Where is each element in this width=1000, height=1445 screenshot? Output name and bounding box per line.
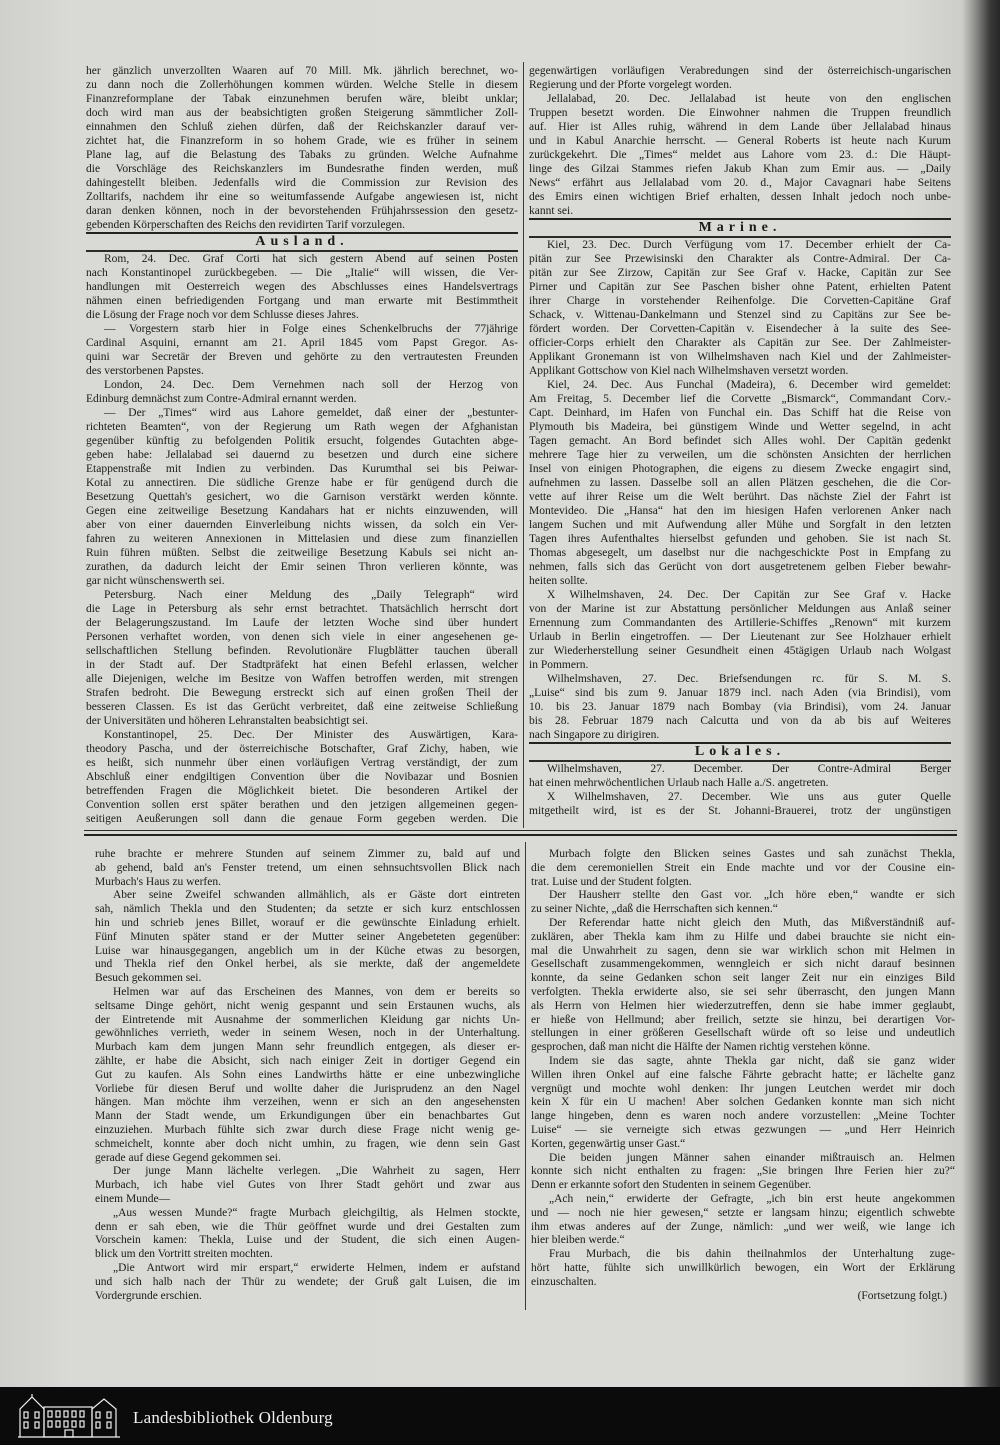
text-line: nach Singapore zu dirigiren. [529,729,660,741]
paragraph [95,1262,520,1303]
text-line: Besuch gekommen sei. [95,972,202,985]
paragraph [86,728,518,826]
text-line: Regierung und der Pforte vorgelegt worden. [529,79,732,91]
paragraph [529,762,951,790]
ausland-section-continued [529,64,951,218]
text-line: einzuschalten. [531,1275,597,1288]
text-line: gesprochen, daß man nicht die Hälfte der Namen richtig verstehen könne. [531,1041,871,1054]
feuilleton-left-column [95,848,520,1303]
text-line: alle Diejenigen, welche im Besitze von Waffen betroffen werden, mit strengen [86,673,518,685]
paragraph [95,848,520,889]
text-line: ruhe brachte er mehrere Stunden auf seinem Zimmer zu, bald auf und [95,848,520,860]
text-line: die dem ceremoniellen Streit ein Ende machte und vor der Cousine ein- [531,861,955,874]
paragraph [531,1193,955,1248]
feuilleton-right-column [531,848,955,1303]
text-line: dahingestellt bleiben. Jedenfalls wird die Commission zur Revision des [86,177,518,189]
text-line: mehrere Tage hier zu verweilen, um die schönsten Ansichten der herrlichen [529,449,951,461]
text-line: theodory Pascha, und der österreichische Botschafter, Graf Zichy, haben, wie [86,743,518,755]
text-line: Kotal zu annectiren. Die südliche Grenze habe er für genügend durch die [86,477,518,489]
text-line: Applikant Gottschow von Kiel nach Wilhelmshaven versetzt worden. [529,365,849,377]
paragraph [95,986,520,1165]
paragraph [86,322,518,378]
text-line: heiten sollte. [529,575,588,587]
feuilleton-right-text [531,848,955,1290]
text-line: Der junge Mann lächelte verlegen. „Die Wahrheit zu sagen, Herr [113,1165,520,1178]
text-line: lange hingeben, denn es waren noch andere vorzustellen: „Meine Tochter [531,1110,955,1123]
text-line: Cardinal Asquini, ernannt am 21. April 1845 vom Papst Gregor. As- [86,337,518,349]
text-line: nähmen einen befriedigenden Fortgang und man erwarte mit Bestimmtheit [86,295,518,307]
text-line: Schack, v. Wittenau-Dankelmann und Stenzel sind zu Capitäns zur See be- [529,309,951,321]
paragraph [529,588,951,672]
text-line: Ruin führen müßten. Selbst die zeitweilige Besetzung Kabuls sei nicht an- [86,547,518,559]
text-line: richteten Beamten“, von der Regierung um Rath wegen der Afghanistan [86,421,518,433]
paragraph [95,889,520,986]
text-line: Personen verhaftet worden, von denen sich viele in einer angesehenen ge- [86,631,518,643]
text-line: doch wird man aus der beabsichtigten großen Steigerung sämmtlicher Zoll- [86,107,518,119]
text-line: hängen. Man möchte ihm verzeihen, wenn er sich an den angesehensten [95,1096,520,1109]
text-line: hier bleiben werde.“ [531,1234,625,1247]
text-line: Murbach's Haus zu werfen. [95,875,221,888]
paragraph [86,406,518,588]
paragraph [529,672,951,742]
text-line: gerade auf diese Gegend gekommen sei. [95,1151,281,1164]
text-line: der Eintretende mit Ausnahme der sommerlichen Kleidung gar nichts Un- [95,1013,520,1026]
text-line: Willen ihren Onkel auf eine falsche Fährte gebracht hatte; er lächelte ganz [531,1068,955,1081]
paragraph [95,1207,520,1262]
paragraph [529,378,951,588]
text-line: London, 24. Dec. Dem Vernehmen nach soll der Herzog von [104,379,518,391]
text-line: Etappenstraße mit Indien zu verbinden. Das Kurumthal sei bis Peiwar- [86,463,518,475]
text-line: Der Referendar hatte nicht gleich den Muth, das Mißverständniß auf- [549,916,955,929]
text-line: nach Konstantinopel zurückbegeben. — Die „Italie“ will wissen, die Ver- [86,267,518,279]
column-divider-bottom [525,842,526,1310]
text-line: Aber seine Zweifel schwanden allmählich, als er Gäste dort eintreten [113,889,520,902]
text-line: trat. Luise und der Student folgten. [531,875,692,888]
paragraph [529,790,951,818]
text-line: und in Kabul Anarchie herrscht. — General Roberts ist heute nach Kurum [529,135,951,147]
heading-ausland: Ausland. [86,232,518,252]
text-line: „Luise“ sind bis zum 9. Januar 1879 incl. nach Aden (via Brindisi), vom [529,687,951,699]
text-line: sah, nämlich Thekla und den Studenten; da setzte er sich kurz entschlossen [95,903,520,916]
paragraph [531,848,955,889]
text-line: schmeichelt, konnte aber doch nicht umhin, zu fragen, wie denn sein Gast [95,1137,520,1150]
text-line: pitän zur See Przewisinski den Charakter als Contre-Admiral. Der Ca- [529,253,951,265]
text-line: ab gehend, bald an's Fenster tretend, um einen sehnsuchtsvollen Blick nach [95,861,520,874]
text-line: linge des Gilzai Stammes riefen Jakub Khan zum Emir aus. — „Daily [529,163,951,175]
text-line: „Aus wessen Munde?“ fragte Murbach gleichgiltig, als Helmen stockte, [113,1206,520,1219]
text-line: ihm etwas anderes auf der Zunge, nämlich: „und wer weiß, wie lange ich [531,1220,955,1233]
continuation-note: (Fortsetzung folgt.) [857,1289,947,1302]
text-line: nehmen, falls sich das Gerücht von dort ausgetretenem gelben Fieber bewahr- [529,561,951,573]
text-line: der Universitäten und höheren Lehranstalten beabsichtigt sei. [86,715,368,727]
text-line: Luise war hinausgegangen, angeblich um in der Küche etwas zu besorgen, [95,944,520,957]
paragraph [529,92,951,218]
text-line: Der Hausherr stellte den Gast vor. „Ich höre eben,“ wandte er sich [549,889,955,902]
text-line: Edinburg demnächst zum Contre-Admiral ernannt werden. [86,393,357,405]
text-line: einnahmen den Schluß ziehen dürfen, daß der Reichskanzler darauf ver- [86,121,518,133]
text-line: Strafen bedroht. Die Bewegung erstreckt sich auf einen großen Theil der [86,687,518,699]
text-line: Insel von einigen Photographen, die eigens zu diesem Zwecke engagirt sind, [529,463,951,475]
text-line: seltsame Dinge gehört, nicht wenig gespannt und sein Erstaunen wuchs, als [95,999,520,1012]
paragraph [86,64,518,232]
text-line: gegenwärtigen vorläufigen Verabredungen sind der österreichisch-ungarischen [529,65,951,77]
text-line: von der Marine ist zur Abstattung persönlicher Meldungen aus Anlaß seiner [529,603,951,615]
text-line: und sich halb nach der Thür zu wendete; der Gruß galt Luisen, die im [95,1275,520,1288]
paragraph [531,889,955,917]
text-line: vergnügt und mochte wohl denken: Ihr jungen Leutchen werdet mir doch [531,1082,955,1095]
text-line: vette auf ihrer Reise um die Welt berührt. Das nächste Ziel der Fahrt ist [529,491,951,503]
feuilleton-separator [84,830,957,836]
text-line: Jellalabad, 20. Dec. Jellalabad ist heute von den englischen [547,93,951,105]
text-line: zu seiner Nichte, „daß die Herrschaften sich kennen.“ [531,903,778,916]
text-line: fördert worden. Der Corvetten-Capitän v. Eisendecher à la suite des See- [529,323,951,335]
text-line: zuklären, aber Thekla kam ihm zu Hilfe und dabei brauchte sie nicht ein- [531,930,955,943]
text-line: Rom, 24. Dec. Graf Corti hat sich gestern Abend auf seinen Posten [104,253,518,265]
text-line: er hieße von Hellmund; aber freilich, setzte sie hinzu, bei derartigen Vor- [531,1013,955,1026]
text-line: zu dann noch die Zollerhöhungen kommen würden. Welche Stelle in diesem [86,79,518,91]
text-line: mitgetheilt wird, ist es der St. Johanni-Brauerei, trotz der ungünstigen [529,805,951,817]
text-line: seitigen Aeußerungen soll dann die genaue Form gegeben werden. Die [86,813,518,825]
text-line: Vorschein kamen: Thekla, Luise und der Student, die sich einen Augen- [95,1234,520,1247]
text-line: blick um den Vortritt streiten mochten. [95,1248,273,1261]
text-line: mal die Unwahrheit zu sagen, denn sie war wirklich schon mit Helmen in [531,944,955,957]
text-line: hört hatte, fühlte sich unwillkürlich bewogen, ein Wort der Erklärung [531,1261,955,1274]
paragraph [86,252,518,322]
library-building-logo [18,1393,120,1439]
ausland-section [86,252,518,826]
column-divider-top [523,62,524,828]
text-line: Abschluß einer endgiltigen Convention über die Novibazar und Bosnien [86,771,518,783]
text-line: Murbach folgte den Blicken seines Gastes und sah zunächst Thekla, [549,848,955,860]
text-line: officier-Corps erhielt den Charakter als Capitän zur See. Der Zahlmeister- [529,337,951,349]
text-line: die Vorschläge des Reichskanzlers im Bundesrathe finden werden, muß [86,163,518,175]
text-line: Vorliebe für diesen Beruf und wollte daher die Jurisprudenz an den Nagel [95,1082,520,1095]
paragraph [529,238,951,378]
text-line: her gänzlich unverzollten Waaren auf 70 Mill. Mk. jährlich berechnet, wo- [86,65,518,77]
text-line: die Lösung der Frage noch vor dem Schlusse dieses Jahres. [86,309,359,321]
text-line: Plymouth bis Madeira, bei günstigem Winde und Wetter segelnd, in acht [529,421,951,433]
text-line: Besetzung Quettah's gesichert, wo die Garnison verstärkt werden könnte. [86,491,518,503]
library-name: Landesbibliothek Oldenburg [133,1408,333,1427]
news-right-column [529,64,951,818]
text-line: Wilhelmshaven, 27. December. Der Contre-Admiral Berger [547,763,951,775]
text-line: daran denken können, noch in der bevorstehenden Frühjahrssession den gesetz- [86,205,518,217]
text-line: des verstorbenen Papstes. [86,365,204,377]
text-line: Denn er erkannte sofort den Studenten in seinem Gegenüber. [531,1179,812,1192]
text-line: zichtet hat, die Finanzreform in so hohem Grade, wie es früher in seinem [86,135,518,147]
text-line: Mann der Stadt wende, um Erkundigungen über ein benachbartes Gut [95,1110,520,1123]
text-line: Tagen ihres Aufenthaltes hierselbst gefunden und gehoben. Sie ist nach St. [529,533,951,545]
text-line: X Wilhelmshaven, 24. Dec. Der Capitän zur See Graf v. Hacke [547,589,951,601]
text-line: Thomas abgesegelt, um daselbst nur die nachgeschickte Post in Empfang zu [529,547,951,559]
text-line: X Wilhelmshaven, 27. December. Wie uns aus guter Quelle [547,791,951,803]
text-line: zurückgekehrt. Die „Times“ meldet aus Lahore vom 23. d.: Die Häupt- [529,149,951,161]
text-line: 10. bis 23. Januar 1879 nach Bombay (via Brindisi), vom 24. Januar [529,701,951,713]
text-line: Zolltarifs, nachdem ihr eine so weitumfassende Aufgabe angewiesen ist, nicht [86,191,518,203]
text-line: Montevideo. Die „Hansa“ hat den im hiesigen Hafen verlorenen Anker nach [529,505,951,517]
text-line: zur Wiederherstellung seiner Gesundheit einen 45tägigen Urlaub nach Wolgast [529,645,951,657]
text-line: — Der „Times“ wird aus Lahore gemeldet, daß einer der „bestunter- [104,407,518,419]
text-line: Petersburg. Nach einer Meldung des „Daily Telegraph“ wird [104,589,518,601]
text-line: die Lage in Petersburg als sehr ernst betrachtet. Thatsächlich herrscht dort [86,603,518,615]
text-line: zählte, er habe die Absicht, sich nach einiger Zeit in dortiger Gegend ein [95,1054,520,1067]
text-line: denn er sah eben, wie die Thür geöffnet wurde und drei Gestalten zum [95,1220,520,1233]
paragraph [531,1055,955,1152]
text-line: Convention sollen erst später berathen und den jetzigen allgemeinen gegen- [86,799,518,811]
text-line: Am Freitag, 5. December lief die Corvette „Bismarck“, Commandant Corv.- [529,393,951,405]
text-line: Ernennung zum Commandanten des Artillerie-Schiffes „Renown“ mit kurzem [529,617,951,629]
text-line: Helmen war auf das Erscheinen des Mannes, von dem er bereits so [113,985,520,998]
news-left-column [86,64,518,826]
text-line: besseren Classen. Es ist das Gerücht verbreitet, daß eine zeitweise Schließung [86,701,518,713]
heading-lokales: Lokales. [529,742,951,762]
text-line: fahren zu weiteren Annexionen in Mittelasien und diese zum finanziellen [86,533,518,545]
text-line: verfolgten. Thekla erwiderte also, sie sei sehr überrascht, den jungen Mann [531,985,955,998]
text-line: Plane lag, auf die Belastung des Tabaks zu gründen. Welche Aufnahme [86,149,518,161]
text-line: aufnehmen zu lassen. Dasselbe soll an allen Plätzen geschehen, die die Cor- [529,477,951,489]
text-line: gewöhnliches verrieth, weder in seinem Wesen, noch in der Unterhaltung. [95,1027,520,1040]
text-line: und Thekla rief den Onkel herbei, als sie merkte, daß der angemeldete [95,958,520,971]
text-line: in der Stadt auf. Der Stadtpräfekt hat einen Befehl erlassen, welcher [86,659,518,671]
text-line: konnte sich nicht enthalten zu fragen: „Sie bringen Ihre Ferien hier zu?“ [531,1165,955,1178]
text-line: als Herrn von Helmen hier wiederzutreffen, denn sie habe immer geglaubt, [531,999,955,1012]
text-line: Murbach kam dem jungen Mann sehr freundlich entgegen, als dieser er- [95,1041,520,1054]
text-line: Wilhelmshaven, 27. Dec. Briefsendungen rc. für S. M. S. [547,673,951,685]
text-line: Tagen gemacht. An Bord befindet sich Alles wohl. Der Capitän gedenkt [529,435,951,447]
text-line: hin und schrieb jenes Billet, worauf er die gewünschte Einladung erhielt. [95,916,520,929]
text-line: der Belagerungszustand. Im Laufe der letzten Woche sind über hundert [86,617,518,629]
paragraph [95,1165,520,1206]
text-line: Luise“ — sie verneigte sich etwas gezwungen — „und Herr Heinrich [531,1123,955,1136]
text-line: langem Suchen und mit Aufwendung aller Mühe und Sorgfalt in den letzten [529,519,951,531]
text-line: gar nicht wünschenswerth sei. [86,575,225,587]
text-line: gebenden Körperschaften des Reichs den revidirten Tarif vorzulegen. [86,219,405,231]
text-line: Truppen besetzt worden. Die Einwohner nahmen die Truppen freundlich [529,107,951,119]
text-line: Vordergrunde erschien. [95,1289,202,1302]
text-line: hat einen mehrwöchentlichen Urlaub nach Halle a./S. angetreten. [529,777,829,789]
text-line: stellungen in einer größeren Gesellschaft würde oft so leise und undeutlich [531,1027,955,1040]
text-line: Urlaub in Berlin eingetroffen. — Der Lieutenant zur See Holzhauer erhielt [529,631,951,643]
text-line: einem Munde— [95,1192,171,1205]
text-line: geben habe: Jellalabad sei dauernd zu besetzen und durch eine sichere [86,449,518,461]
text-line: quini war Secretär der Breven und gehörte zu den vertrautesten Freunden [86,351,518,363]
text-line: Fünf Minuten später stand er der Mutter seiner Angebeteten gegenüber: [95,930,520,943]
text-line: pitän zur See Zirzow, Capitän zur See Graf v. Hacke, Capitän zur See [529,267,951,279]
text-line: handlungen mit Oesterreich wegen des Abschlusses eines Handelsvertrags [86,281,518,293]
text-line: auf. Hier ist Alles ruhig, während in dem Lande über Jellalabad hinaus [529,121,951,133]
text-line: Capt. Deinhard, im Hafen von Funchal ein. Das Schiff hat die Reise von [529,407,951,419]
text-line: des Emirs einen wichtigen Brief erhalten, dessen Inhalt jedoch noch unbe- [529,191,951,203]
text-line: Frau Murbach, die bis dahin theilnahmlos der Unterhaltung zuge- [549,1248,955,1261]
text-line: und — noch nie hier gewesen,“ setzte er langsam hinzu; eigentlich schwebte [531,1206,955,1219]
text-line: kein X für ein U machen! Aber solchen Gedanken konnte man sich nicht [531,1096,955,1109]
text-line: Indem sie das sagte, ahnte Thekla gar nicht, daß sie ganz wider [549,1054,955,1067]
library-footer [0,1387,1000,1445]
paragraph [86,378,518,406]
text-line: Murbach, ich habe viel Gutes von Ihrer Stadt gehört und zwar aus [95,1179,520,1192]
text-line: zurathen, da dadurch leicht der Emir seinen Thron verlieren könnte, was [86,561,518,573]
text-line: sellschaftlichen Stellung befinden. Revolutionäre Flugblätter tauchen überall [86,645,518,657]
paragraph [531,1248,955,1289]
text-line: — Vorgestern starb hier in Folge eines Schenkelbruchs der 77jährige [104,323,518,335]
paragraph [531,917,955,1055]
text-line: bis 28. Februar 1879 nach Calcutta und von da ab bis auf Weiteres [529,715,951,727]
text-line: kannt sei. [529,205,574,217]
feuilleton-left-text [95,848,520,1303]
text-line: News“ erfährt aus Jellalabad vom 20. d., Major Cavagnari habe Seitens [529,177,951,189]
text-line: Kiel, 24. Dec. Aus Funchal (Madeira), 6. December wird gemeldet: [547,379,951,391]
text-line: Gut zu kaufen. Als Sohn eines Landwirths hätte er eine unbezwingliche [95,1068,520,1081]
paragraph [86,588,518,728]
text-line: Kiel, 23. Dec. Durch Verfügung vom 17. December erhielt der Ca- [547,239,951,251]
text-line: „Die Antwort wird mir erspart,“ erwiderte Helmen, indem er aufstand [113,1261,520,1274]
text-line: es heißt, sich nunmehr über einen vorläufigen Vertrag verständigt, der zum [86,757,518,769]
text-line: betreffenden Fragen die Möglichkeit bietet. Die besonderen Artikel der [86,785,518,797]
paragraph [531,1152,955,1193]
text-line: ihrer Charge in vorstehender Reihenfolge. Die Corvetten-Capitäne Graf [529,295,951,307]
text-line: „Ach nein,“ erwiderte der Gefragte, „ich bin erst heute angekommen [549,1192,955,1205]
marine-section [529,238,951,742]
text-line: einzuziehen. Murbach fühlte sich zwar durch diese Frage nicht wenig ge- [95,1123,520,1136]
paragraph [529,64,951,92]
text-line: konnte, da seine Gedanken schon seit langer Zeit nur ein einziges Bild [531,972,955,985]
text-line: Pirner und Capitän zur See Paschen bisher ohne Patent, erhielten Patent [529,281,951,293]
finance-report-continued [86,64,518,232]
text-line: Korten, gegenwärtig unser Gast.“ [531,1137,686,1150]
text-line: Applikant Gronemann ist von Wilhelmshaven nach Kiel und der Zahlmeister- [529,351,951,363]
text-line: Gesellschaft zusammengekommen, wenngleich er sich nicht darauf besinnen [531,958,955,971]
text-line: Gegen eine zeitweilige Besetzung Kandahars hat er nichts einzuwenden, will [86,505,518,517]
text-line: gegenüber künftig zu befolgenden Politik ersucht, folgendes Gutachten abge- [86,435,518,447]
text-line: Die beiden jungen Männer sahen einander mißtrauisch an. Helmen [549,1151,955,1164]
text-line: in Pommern. [529,659,589,671]
text-line: Konstantinopel, 25. Dec. Der Minister des Auswärtigen, Kara- [104,729,518,741]
heading-marine: Marine. [529,218,951,238]
lokales-section [529,762,951,818]
text-line: aber von einer dauernden Einverleibung nichts wissen, da solch ein Ver- [86,519,518,531]
text-line: Finanzreformplane der Tabak einzunehmen berufen wäre, bleibt unklar; [86,93,518,105]
